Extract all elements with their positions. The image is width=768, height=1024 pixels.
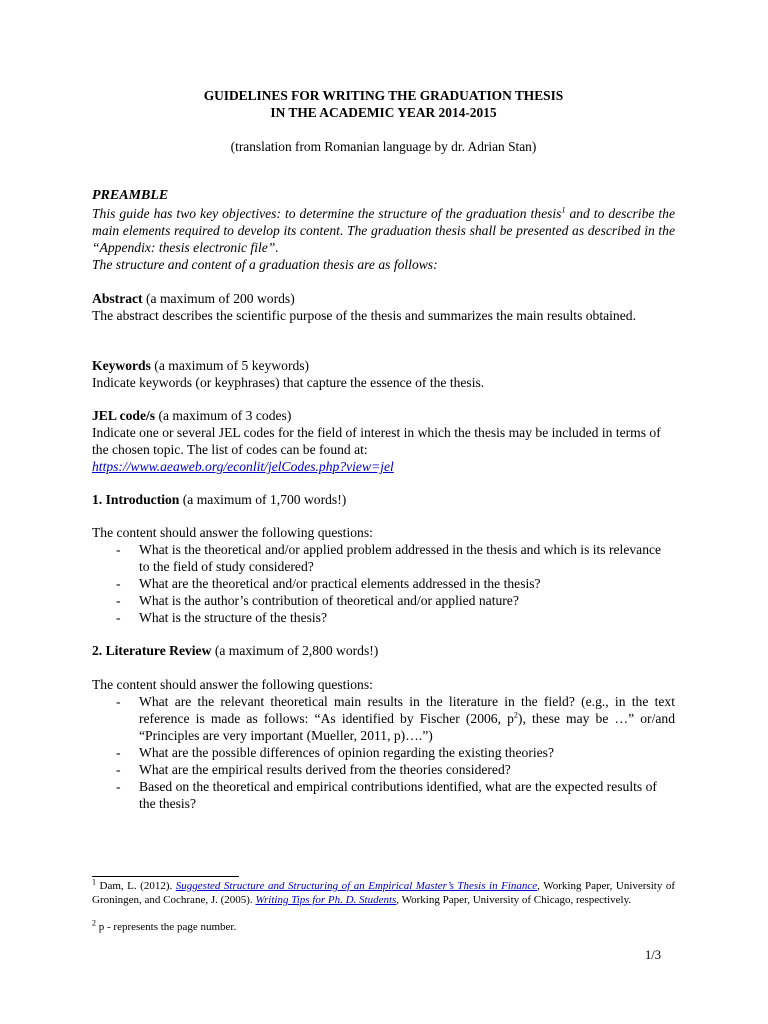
preamble-structure-line: The structure and content of a graduation thesis are as follows: <box>92 257 438 272</box>
jel-heading: JEL code/s <box>92 408 156 423</box>
introduction-lead: The content should answer the following questions: <box>92 525 373 540</box>
abstract-heading-line <box>92 290 675 307</box>
list-item <box>92 575 675 592</box>
jel-heading-line <box>92 407 675 424</box>
footnote-1-part2: , Working Paper, University of Groningen, and Cochrane, J. (2005). <box>92 880 676 906</box>
introduction-questions <box>92 541 675 626</box>
footnote-1-mark: 1 <box>92 877 96 887</box>
keywords-limit: (a maximum of 5 keywords) <box>150 358 310 373</box>
abstract-heading: Abstract <box>92 291 143 306</box>
jel-limit: (a maximum of 3 codes) <box>155 408 292 423</box>
list-item-text-part1: What are the relevant theoretical main results in the literature in the field? (e.g., in the text reference is made as follows: “As identified by Fischer (2006, p <box>139 694 675 726</box>
literature-questions <box>92 693 675 812</box>
footnote-1-link-cochrane[interactable]: Writing Tips for Ph. D. Students <box>255 893 397 906</box>
list-item-text: Based on the theoretical and empirical contributions identified, what are the expected results of the thesis? <box>139 779 657 811</box>
footnote-ref-1[interactable]: 1 <box>561 205 566 215</box>
list-item <box>92 592 675 609</box>
preamble-text-part2: and to describe the main elements required to develop its content. The graduation thesis shall be presented as described in the “Appendix: thesis electronic file”. <box>92 206 675 255</box>
bullet-dash: - <box>116 762 121 777</box>
bullet-dash: - <box>116 779 121 794</box>
introduction-limit: (a maximum of 1,700 words!) <box>179 492 347 507</box>
list-item <box>92 541 675 575</box>
list-item <box>92 744 675 761</box>
bullet-dash: - <box>116 576 121 591</box>
jel-text: Indicate one or several JEL codes for the field of interest in which the thesis may be included in terms of the chosen topic. The list of codes can be found at: <box>92 425 661 457</box>
list-item-text: What is the structure of the thesis? <box>139 610 327 625</box>
footnote-1-part3: , Working Paper, University of Chicago, respectively. <box>396 893 632 906</box>
preamble-heading: PREAMBLE <box>92 188 169 203</box>
jel-url[interactable]: https://www.aeaweb.org/econlit/jelCodes.php?view=jel <box>92 459 394 474</box>
bullet-dash: - <box>116 694 121 709</box>
page-number: 1/3 <box>645 948 661 962</box>
preamble-text-part1: This guide has two key objectives: to determine the structure of the graduation thesis <box>92 206 562 221</box>
keywords-text: Indicate keywords (or keyphrases) that capture the essence of the thesis. <box>92 375 485 390</box>
literature-lead: The content should answer the following questions: <box>92 677 373 692</box>
list-item-text: What is the theoretical and/or applied problem addressed in the thesis and which is its relevance to the field of study considered? <box>139 542 662 574</box>
translation-note: (translation from Romanian language by dr. Adrian Stan) <box>230 139 537 154</box>
bullet-dash: - <box>116 610 121 625</box>
footnote-separator <box>92 876 239 877</box>
list-item <box>92 778 675 812</box>
jel-codes-link[interactable] <box>92 458 394 475</box>
list-item <box>92 609 675 626</box>
preamble-text <box>92 205 675 256</box>
footnote-1-link-dam[interactable]: Suggested Structure and Structuring of an Empirical Master’s Thesis in Finance <box>175 880 538 892</box>
list-item-text: What is the author’s contribution of theoretical and/or applied nature? <box>139 593 519 608</box>
title-line-1: GUIDELINES FOR WRITING THE GRADUATION THESIS <box>203 88 564 103</box>
introduction-heading: 1. Introduction <box>92 492 180 507</box>
footnote-ref-2[interactable]: 2 <box>513 710 518 720</box>
abstract-text: The abstract describes the scientific purpose of the thesis and summarizes the main results obtained. <box>92 308 636 323</box>
footnote-2-text: p - represents the page number. <box>96 921 237 933</box>
literature-limit: (a maximum of 2,800 words!) <box>211 643 379 658</box>
footnote-1 <box>92 877 676 907</box>
list-item-text: What are the possible differences of opinion regarding the existing theories? <box>139 745 554 760</box>
introduction-heading-line <box>92 491 675 508</box>
footnote-1-part1: Dam, L. (2012). <box>96 880 176 892</box>
footnote-2-mark: 2 <box>92 918 96 928</box>
footnote-2 <box>92 918 675 935</box>
list-item-text: What are the theoretical and/or practical elements addressed in the thesis? <box>139 576 541 591</box>
list-item <box>92 761 675 778</box>
literature-heading: 2. Literature Review <box>92 643 212 658</box>
list-item-text: What are the empirical results derived from the theories considered? <box>139 762 511 777</box>
bullet-dash: - <box>116 542 121 557</box>
title-line-2: IN THE ACADEMIC YEAR 2014-2015 <box>270 105 497 120</box>
bullet-dash: - <box>116 745 121 760</box>
list-item <box>92 693 675 744</box>
keywords-heading-line <box>92 357 675 374</box>
keywords-heading: Keywords <box>92 358 151 373</box>
abstract-limit: (a maximum of 200 words) <box>142 291 295 306</box>
bullet-dash: - <box>116 593 121 608</box>
list-item-text-part2: ), these may be …” or/and “Principles are very important (Mueller, 2011, p)….”) <box>139 711 675 743</box>
literature-heading-line <box>92 642 675 659</box>
